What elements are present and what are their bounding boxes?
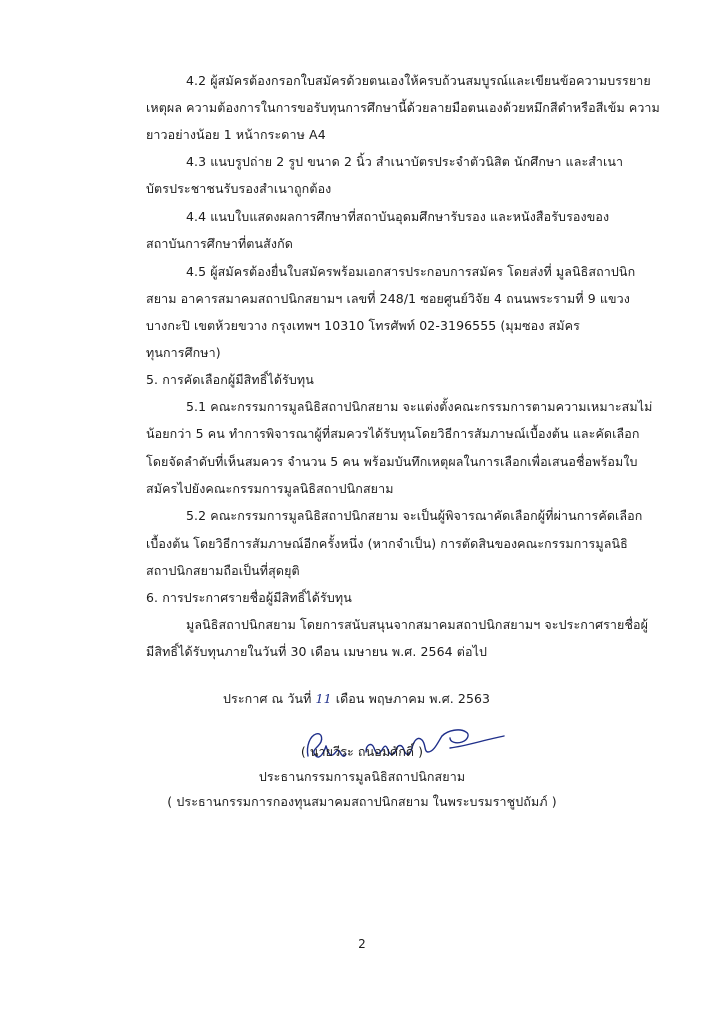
item-5-1-line-4: สมัครไปยังคณะกรรมการมูลนิธิสถาปนิกสยาม bbox=[146, 481, 394, 496]
section-6-line-2: มีสิทธิ์ได้รับทุนภายในวันที่ 30 เดือน เมษายน พ.ศ. 2564 ต่อไป bbox=[146, 644, 488, 659]
item-4-2-line-1: 4.2 ผู้สมัครต้องกรอกใบสมัครด้วยตนเองให้ครบถ้วนสมบูรณ์และเขียนข้อความบรรยาย bbox=[186, 73, 651, 88]
announcement-date bbox=[223, 690, 490, 708]
item-4-4-line-2: สถาบันการศึกษาที่ตนสังกัด bbox=[146, 236, 293, 251]
section-6-line-1: มูลนิธิสถาปนิกสยาม โดยการสนับสนุนจากสมาคมสถาปนิกสยามฯ จะประกาศรายชื่อผู้ bbox=[186, 617, 649, 632]
announcement-prefix: ประกาศ ณ วันที่ bbox=[223, 691, 312, 706]
item-5-1-line-1: 5.1 คณะกรรมการมูลนิธิสถาปนิกสยาม จะแต่งตั้งคณะกรรมการตามความเหมาะสมไม่ bbox=[186, 399, 653, 414]
item-5-2-line-2: เบื้องต้น โดยวิธีการสัมภาษณ์อีกครั้งหนึ่ง (หากจำเป็น) การตัดสินของคณะกรรมการมูลนิธิ bbox=[146, 536, 628, 551]
item-4-2-line-2: เหตุผล ความต้องการในการขอรับทุนการศึกษานี้ด้วยลายมือตนเองด้วยหมึกสีดำหรือสีเข้ม ความ bbox=[146, 100, 660, 115]
signer-title: ประธานกรรมการมูลนิธิสถาปนิกสยาม bbox=[258, 769, 466, 784]
item-5-2-line-1: 5.2 คณะกรรมการมูลนิธิสถาปนิกสยาม จะเป็นผู้พิจารณาคัดเลือกผู้ที่ผ่านการคัดเลือก bbox=[186, 508, 643, 523]
announcement-day: 11 bbox=[315, 691, 332, 706]
item-4-5-line-2: สยาม อาคารสมาคมสถาปนิกสยามฯ เลขที่ 248/1 ซอยศูนย์วิจัย 4 ถนนพระรามที่ 9 แขวง bbox=[146, 291, 631, 306]
item-5-1-line-3: โดยจัดลำดับที่เห็นสมควร จำนวน 5 คน พร้อมบันทึกเหตุผลในการเลือกเพื่อเสนอชื่อพร้อมใบ bbox=[146, 454, 638, 469]
section-6-heading: 6. การประกาศรายชื่อผู้มีสิทธิ์ได้รับทุน bbox=[146, 590, 352, 605]
item-5-1-line-2: น้อยกว่า 5 คน ทำการพิจารณาผู้ที่สมควรได้รับทุนโดยวิธีการสัมภาษณ์เบื้องต้น และคัดเลือก bbox=[146, 426, 640, 441]
signer-title-2: ( ประธานกรรมการกองทุนสมาคมสถาปนิกสยาม ในพระบรมราชูปถัมภ์ ) bbox=[167, 794, 557, 809]
page-number: 2 bbox=[358, 937, 366, 951]
section-5-heading: 5. การคัดเลือกผู้มีสิทธิ์ได้รับทุน bbox=[146, 372, 314, 387]
item-4-5-line-1: 4.5 ผู้สมัครต้องยื่นใบสมัครพร้อมเอกสารประกอบการสมัคร โดยส่งที่ มูลนิธิสถาปนิก bbox=[186, 264, 636, 279]
item-5-2-line-3: สถาปนิกสยามถือเป็นที่สุดยุติ bbox=[146, 563, 300, 578]
signer-name: ( นายวีระ ถนอมศักดิ์ ) bbox=[300, 744, 424, 759]
item-4-3-line-2: บัตรประชาชนรับรองสำเนาถูกต้อง bbox=[146, 181, 332, 196]
item-4-2-line-3: ยาวอย่างน้อย 1 หน้ากระดาษ A4 bbox=[146, 127, 326, 142]
item-4-4-line-1: 4.4 แนบใบแสดงผลการศึกษาที่สถาบันอุดมศึกษารับรอง และหนังสือรับรองของ bbox=[186, 209, 610, 224]
announcement-suffix: เดือน พฤษภาคม พ.ศ. 2563 bbox=[335, 691, 491, 706]
item-4-3-line-1: 4.3 แนบรูปถ่าย 2 รูป ขนาด 2 นิ้ว สำเนาบัตรประจำตัวนิสิต นักศึกษา และสำเนา bbox=[186, 154, 624, 169]
item-4-5-line-3: บางกะปิ เขตห้วยขวาง กรุงเทพฯ 10310 โทรศัพท์ 02-3196555 (มุมซอง สมัคร bbox=[146, 318, 580, 333]
item-4-5-line-4: ทุนการศึกษา) bbox=[146, 345, 221, 360]
